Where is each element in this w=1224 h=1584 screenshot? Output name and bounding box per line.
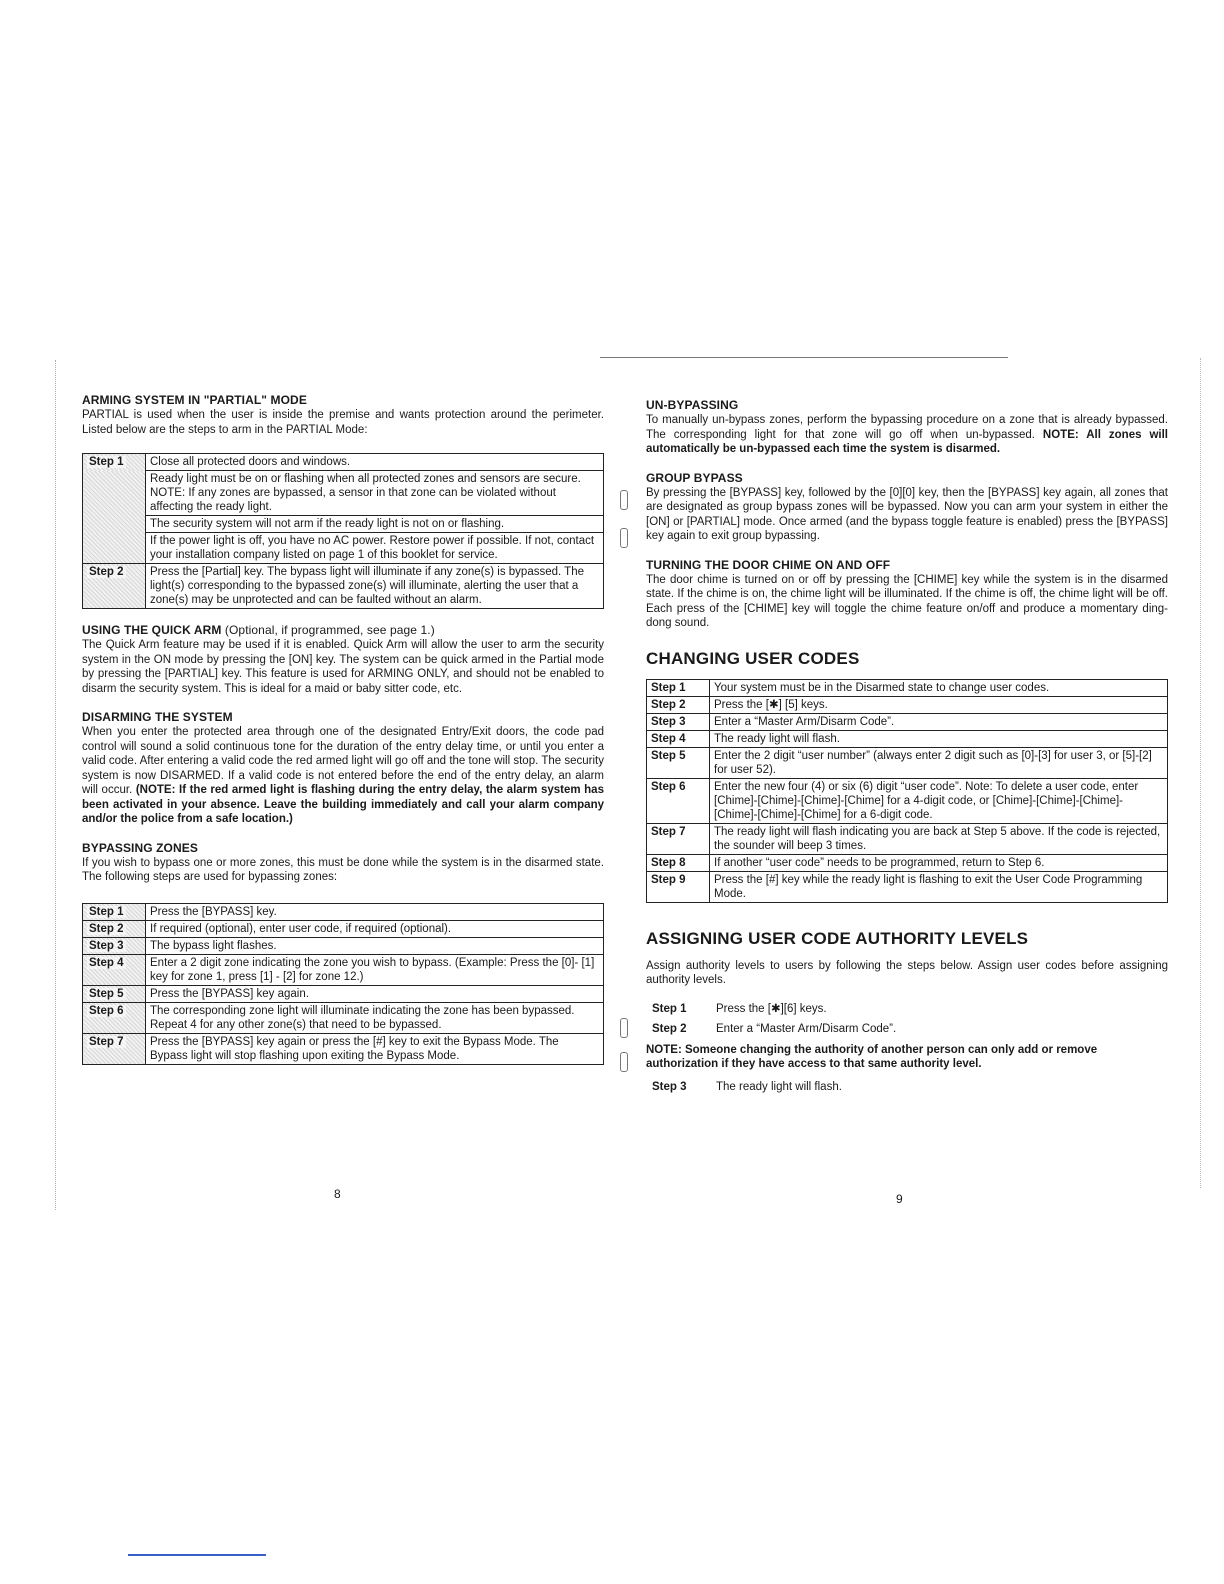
disarming-section (82, 710, 604, 827)
step-label-text: Step 5 (651, 749, 686, 762)
step-text: Close all protected doors and windows. (146, 454, 604, 471)
user-codes-steps-table (646, 679, 1168, 903)
table-row (647, 730, 1168, 747)
step-label (647, 713, 710, 730)
step-text: The ready light will flash. (716, 1080, 842, 1093)
step-label (83, 920, 146, 937)
door-chime-section (646, 558, 1168, 631)
step-label-text: Step 5 (89, 987, 124, 1000)
step-label (83, 985, 146, 1002)
step-text: Your system must be in the Disarmed state to change user codes. (710, 679, 1168, 696)
step-label (83, 564, 146, 609)
page-top-rule (600, 357, 1008, 358)
step-label (647, 778, 710, 823)
step-text: The corresponding zone light will illuminate indicating the zone has been bypassed. Repeat 4 for any other zone(s) that need to be bypassed. (146, 1002, 604, 1033)
section-text (646, 413, 1168, 457)
step-label (647, 679, 710, 696)
step-label-text: Step 4 (651, 732, 686, 745)
section-heading: UN-BYPASSING (646, 398, 739, 412)
table-row (647, 713, 1168, 730)
step-text: Enter a 2 digit zone indicating the zone you wish to bypass. (Example: Press the [0]- [1] key for zone 1, press [1] - [2] for zone 12.) (146, 954, 604, 985)
section-text: By pressing the [BYPASS] key, followed by the [0][0] key, then the [BYPASS] key again, all zones that are designated as group bypass zones will be bypassed. Now you can arm your system in either the [ON] or [PARTIAL] mode. Once armed (and the bypass toggle feature is enabled) press the [BYPASS] key again to exit group bypassing. (646, 486, 1168, 542)
page-number: 8 (334, 1187, 341, 1201)
section-heading: BYPASSING ZONES (82, 840, 198, 855)
left-page (82, 393, 604, 1079)
section-heading: CHANGING USER CODES (646, 648, 860, 668)
table-row (83, 954, 604, 985)
section-text: If you wish to bypass one or more zones, this must be done while the system is in the disarmed state. The following steps are used for bypassing zones: (82, 856, 604, 883)
step-label-text: Step 7 (651, 825, 686, 838)
scan-left-edge (55, 360, 56, 1210)
section-text: PARTIAL is used when the user is inside the premise and wants protection around the perimeter. Listed below are the steps to arm in the PARTIAL Mode: (82, 409, 604, 436)
quick-arm-section (82, 623, 604, 696)
section-text: The door chime is turned on or off by pressing the [CHIME] key while the system is in the disarmed state. If the chime is on, the chime light will be illuminated. If the chime is off, the chime light will be off. Each press of the [CHIME] key will toggle the chime feature on/off and produce a momentary ding-dong sound. (646, 573, 1168, 629)
binder-hole-mark (620, 1052, 628, 1072)
partial-mode-section (82, 393, 604, 609)
table-row (83, 533, 604, 564)
table-row (83, 471, 604, 516)
step-label (647, 871, 710, 902)
binder-hole-mark (620, 528, 628, 548)
table-row (83, 516, 604, 533)
step-text: Press the [#] key while the ready light is flashing to exit the User Code Programming Mode. (710, 871, 1168, 902)
step-label (647, 730, 710, 747)
step-text: Ready light must be on or flashing when all protected zones and sensors are secure. NOTE: If any zones are bypassed, a sensor in that zone can be violated without affecting the ready light. (146, 471, 604, 516)
unbypassing-section (646, 398, 1168, 457)
table-row (647, 679, 1168, 696)
step-text: If required (optional), enter user code, if required (optional). (146, 920, 604, 937)
step-label (647, 747, 710, 778)
section-heading: ASSIGNING USER CODE AUTHORITY LEVELS (646, 928, 1029, 948)
step-text: The ready light will flash indicating you are back at Step 5 above. If the code is rejected, the sounder will beep 3 times. (710, 823, 1168, 854)
step-text: The bypass light flashes. (146, 937, 604, 954)
step-label (83, 533, 146, 564)
step-label (647, 823, 710, 854)
step-label-text: Step 3 (651, 715, 686, 728)
step-label-text: Step 2 (89, 922, 124, 935)
step-label-text: Step 2 (651, 698, 686, 711)
section-text: Assign authority levels to users by following the steps below. Assign user codes before assigning authority levels. (646, 959, 1168, 986)
step-label-text: Step 1 (89, 905, 124, 918)
table-row (647, 871, 1168, 902)
step-label-text: Step 9 (651, 873, 686, 886)
step-label (83, 1002, 146, 1033)
table-row (647, 854, 1168, 871)
step-label: Step 3 (652, 1080, 687, 1093)
step-text: Press the [✱][6] keys. (716, 1002, 827, 1015)
step-text: Press the [✱] [5] keys. (710, 696, 1168, 713)
section-heading (82, 623, 604, 637)
table-row (83, 985, 604, 1002)
section-text: The Quick Arm feature may be used if it is enabled. Quick Arm will allow the user to arm the security system in the ON mode by pressing the [ON] key. The system can be quick armed in the Partial mode by pressing the [PARTIAL] key. This feature is used for ARMING ONLY, and should not be enabled to disarm the security system. This is ideal for a maid or baby sitter code, etc. (82, 639, 604, 695)
authority-steps (646, 1002, 1168, 1037)
table-row (83, 920, 604, 937)
step-text: Press the [BYPASS] key again or press the [#] key to exit the Bypass Mode. The Bypass light will stop flashing upon exiting the Bypass Mode. (146, 1033, 604, 1064)
changing-user-codes-section (646, 649, 1168, 903)
table-row (83, 1033, 604, 1064)
quick-arm-title: USING THE QUICK ARM (82, 623, 222, 637)
unbypassing-note: NOTE: All zones will automatically be un-bypassed each time the system is disarmed. (646, 428, 1169, 455)
step-label-text: Step 6 (651, 780, 686, 793)
bypassing-section (82, 841, 604, 1065)
disarming-note: (NOTE: If the red armed light is flashing during the entry delay, the alarm system has been activated in your absence. Leave the building immediately and call your alarm company and/or the police from a safe location.) (82, 784, 604, 825)
page-number: 9 (896, 1192, 903, 1206)
authority-steps (646, 1080, 1168, 1095)
step-row (646, 1002, 1168, 1017)
bypass-steps-table (82, 903, 604, 1065)
step-label-text: Step 2 (89, 566, 124, 578)
authority-note: NOTE: Someone changing the authority of another person can only add or remove authorization if they have access to that same authority level. (646, 1043, 1098, 1070)
step-label (83, 471, 146, 516)
step-label-text: Step 3 (89, 939, 124, 952)
step-label (83, 937, 146, 954)
table-row (647, 696, 1168, 713)
step-label (647, 854, 710, 871)
step-text: The ready light will flash. (710, 730, 1168, 747)
section-text (82, 725, 604, 827)
section-heading: TURNING THE DOOR CHIME ON AND OFF (646, 557, 891, 572)
step-text: Press the [BYPASS] key. (146, 903, 604, 920)
group-bypass-section (646, 471, 1168, 544)
step-text: If the power light is off, you have no AC power. Restore power if possible. If not, contact your installation company listed on page 1 of this booklet for service. (146, 533, 604, 564)
step-label: Step 2 (652, 1023, 687, 1035)
table-row (83, 454, 604, 471)
table-row (83, 1002, 604, 1033)
step-text: If another “user code” needs to be programmed, return to Step 6. (710, 854, 1168, 871)
scan-right-edge (1200, 358, 1201, 1188)
step-label-text: Step 1 (89, 456, 124, 468)
bottom-rule (128, 1554, 266, 1556)
authority-levels-section (646, 929, 1168, 1095)
step-label (83, 454, 146, 471)
binder-hole-mark (620, 1018, 628, 1038)
step-label: Step 1 (652, 1002, 687, 1015)
table-row (647, 823, 1168, 854)
right-page (646, 398, 1168, 1108)
section-heading: GROUP BYPASS (646, 470, 743, 485)
table-row (83, 903, 604, 920)
partial-steps-table (82, 453, 604, 609)
step-label-text: Step 6 (89, 1004, 124, 1017)
step-text: Enter the new four (4) or six (6) digit “user code”. Note: To delete a user code, enter [Chime]-[Chime]-[Chime]-[Chime] for a 4-digit code, or [Chime]-[Chime]-[Chime]-[Chime]-[Chime]-[Chime] for a 6-digit code. (710, 778, 1168, 823)
step-text: Enter a “Master Arm/Disarm Code”. (716, 1023, 897, 1035)
table-row (647, 778, 1168, 823)
section-heading: DISARMING THE SYSTEM (82, 710, 233, 724)
step-label-text: Step 7 (89, 1035, 124, 1048)
step-text: Press the [Partial] key. The bypass light will illuminate if any zone(s) is bypassed. The light(s) corresponding to the bypassed zone(s) will illuminate, alerting the user that a zone(s) may be unprotected and can be faulted without an alarm. (146, 564, 604, 609)
unbypassing-text: To manually un-bypass zones, perform the bypassing procedure on a zone that is already bypassed. The corresponding light for that zone will go off when un-bypassed. (646, 414, 1168, 441)
step-text: Enter a “Master Arm/Disarm Code”. (710, 713, 1168, 730)
step-text: Press the [BYPASS] key again. (146, 985, 604, 1002)
quick-arm-title-note: (Optional, if programmed, see page 1.) (224, 623, 435, 637)
disarming-text: When you enter the protected area through one of the designated Entry/Exit doors, the code pad control will sound a solid continuous tone for the duration of the entry delay time, or until you enter a valid code. After entering a valid code the red armed light will go off and the tone will stop. The security system is now DISARMED. If a valid code is not entered before the end of the entry delay, an alarm will occur. (82, 726, 604, 796)
step-label-text: Step 1 (651, 681, 686, 694)
step-label (83, 516, 146, 533)
step-label (647, 696, 710, 713)
step-label-text: Step 4 (89, 956, 124, 969)
step-row (646, 1022, 1168, 1037)
step-label (83, 954, 146, 985)
table-row (647, 747, 1168, 778)
step-label (83, 1033, 146, 1064)
step-row (646, 1080, 1168, 1095)
table-row (83, 564, 604, 609)
table-row (83, 937, 604, 954)
section-heading: ARMING SYSTEM IN "PARTIAL" MODE (82, 393, 307, 407)
step-text: The security system will not arm if the ready light is not on or flashing. (146, 516, 604, 533)
step-label (83, 903, 146, 920)
binder-hole-mark (620, 490, 628, 510)
step-label-text: Step 8 (651, 856, 686, 869)
step-text: Enter the 2 digit “user number” (always enter 2 digit such as [0]-[3] for user 3, or [5]-[2] for user 52). (710, 747, 1168, 778)
